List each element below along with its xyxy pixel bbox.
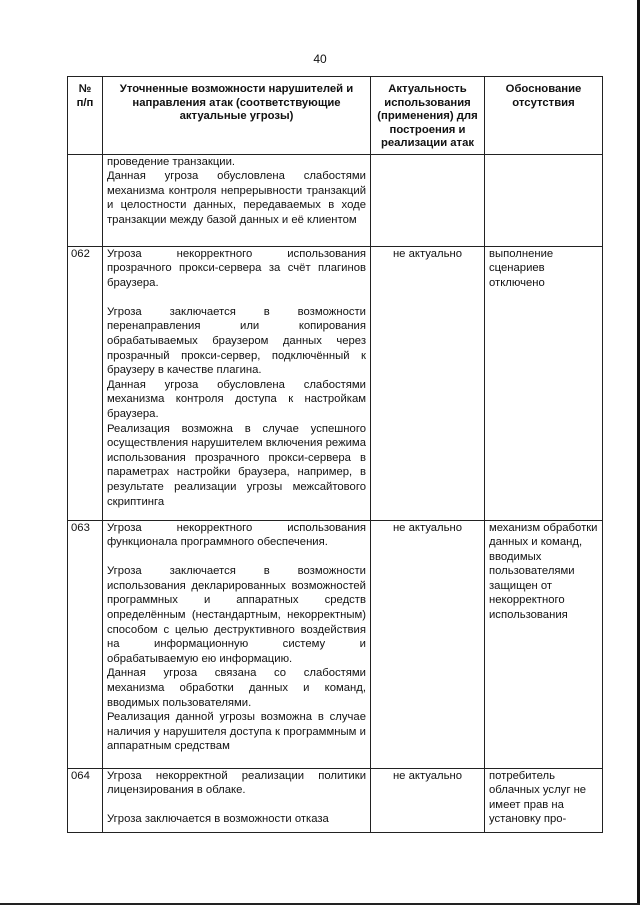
row-description [103, 154, 371, 246]
row-paragraph: Данная угроза обусловлена слабостями механизма контроля доступа к настройкам браузера. [107, 378, 366, 421]
row-paragraph: Угроза некорректного использования прозрачного прокси-сервера за счёт плагинов браузера. [107, 247, 366, 289]
row-rationale: механизм обработки данных и команд, вводимых пользователями защищен от некорректного использования [485, 520, 603, 768]
row-number [68, 154, 103, 246]
row-number: 062 [68, 246, 103, 520]
header-rationale: Обоснование отсутствия [485, 77, 603, 155]
row-paragraph: Угроза заключается в возможности перенаправления или копирования обрабатываемых браузером данных через прозрачный прокси-сервер, подключённый к браузеру в качестве плагина. [107, 305, 366, 377]
row-actuality [371, 154, 485, 246]
row-actuality: не актуально [371, 768, 485, 832]
row-rationale: потребитель облачных услуг не имеет прав на установку про- [485, 768, 603, 832]
row-paragraph: Угроза заключается в возможности отказа [107, 813, 329, 826]
row-paragraph: Данная угроза обусловлена слабостями механизма контроля непрерывности транзакций и целостности данных, передаваемых в ходе транзакции между базой данных и её клиентом [107, 170, 366, 226]
table-header-row [68, 77, 603, 155]
table-row [68, 520, 603, 768]
row-paragraph: Реализация данной угрозы возможна в случае наличия у нарушителя доступа к программным и аппаратным средствам [107, 711, 366, 753]
row-rationale: выполнение сценариев отключено [485, 246, 603, 520]
table-row [68, 768, 603, 832]
row-paragraph: проведение транзакции. [107, 155, 236, 168]
row-actuality: не актуально [371, 520, 485, 768]
row-description [103, 246, 371, 520]
row-paragraph: Реализация возможна в случае успешного осуществления нарушителем включения режима использования прозрачного прокси-сервера в параметрах настройки браузера, например, в результате реализации угрозы межсайтового скриптинга [107, 422, 366, 508]
row-paragraph: Угроза некорректного использования функционала программного обеспечения. [107, 521, 366, 549]
row-rationale [485, 154, 603, 246]
row-paragraph: Угроза некорректной реализации политики лицензирования в облаке. [107, 769, 366, 797]
row-number: 064 [68, 768, 103, 832]
threat-table [67, 76, 603, 833]
row-actuality: не актуально [371, 246, 485, 520]
row-description [103, 768, 371, 832]
table-row [68, 154, 603, 246]
row-number: 063 [68, 520, 103, 768]
header-actuality: Актуальность использования (применения) для построения и реализации атак [371, 77, 485, 155]
table-row [68, 246, 603, 520]
row-description [103, 520, 371, 768]
header-num: № п/п [68, 77, 103, 155]
page-number: 40 [313, 52, 327, 66]
header-capabilities: Уточненные возможности нарушителей и направления атак (соответствующие актуальные угрозы) [103, 77, 371, 155]
row-paragraph: Угроза заключается в возможности использования декларированных возможностей программных и аппаратных средств определённым (нестандартным, некорректным) способом с целью деструктивного воздействия на информационную систему и обрабатываемую ею информацию. [107, 565, 366, 665]
row-paragraph: Данная угроза связана со слабостями механизма обработки данных и команд, вводимых пользователями. [107, 667, 366, 709]
